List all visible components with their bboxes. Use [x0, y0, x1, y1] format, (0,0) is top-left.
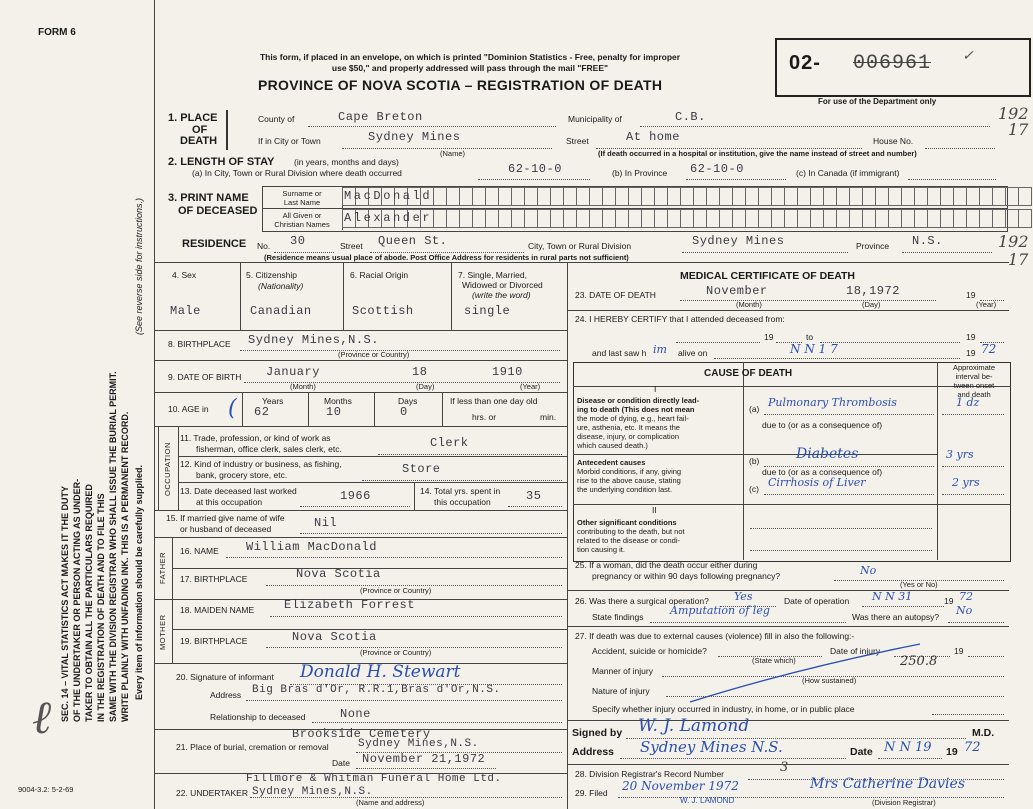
stay-label: 2. LENGTH OF STAY [168, 156, 275, 168]
total-yrs-value: 35 [526, 489, 542, 503]
industry-line [362, 480, 562, 481]
occupation-side-sep-2 [158, 426, 159, 510]
relationship-value: None [340, 707, 371, 721]
registration-number: 006961 [853, 52, 932, 75]
cause-label-sep [743, 362, 744, 560]
age-days-value: 0 [400, 405, 408, 419]
citizenship-value: Canadian [250, 304, 312, 318]
marital-label-3: (write the word) [472, 290, 531, 300]
father-birthplace-value: Nova Scotia [296, 567, 381, 581]
county-line [308, 126, 556, 127]
strike-through-stroke [680, 640, 930, 710]
department-use-note: For use of the Department only [818, 97, 937, 106]
given-name-cells [342, 209, 1032, 227]
dod-day-caption: (Day) [862, 300, 881, 309]
sex-value: Male [170, 304, 201, 318]
age-years-label: Years [262, 396, 284, 406]
residence-no-value: 30 [290, 234, 306, 248]
row-sep-27 [567, 720, 1009, 721]
manner-label: Manner of injury [592, 666, 653, 676]
antecedent-3: rise to the above cause, stating [577, 476, 681, 485]
sex-col-sep [240, 262, 241, 330]
birthplace-label: 8. BIRTHPLACE [168, 339, 231, 349]
margin-scribble: ℓ [32, 690, 52, 744]
surname-label-2: Last Name [283, 198, 321, 207]
side-instruction-4: IN THE REGISTRATION OF DEATH AND TO FILE THIS [96, 493, 106, 722]
interval-label-3: tween onset [953, 381, 995, 390]
row-sep-9 [154, 392, 567, 393]
less-day-min: min. [540, 412, 557, 422]
injury-19: 19 [954, 646, 964, 656]
burial-date-line [356, 768, 496, 769]
signoff-date-label: Date [850, 746, 873, 758]
father-side-label: FATHER [158, 551, 167, 584]
county-value: Cape Breton [338, 110, 423, 124]
occupation-side-sep [178, 426, 179, 510]
check-tick-icon: ✓ [962, 48, 974, 64]
mother-maiden-value: Elizabeth Forrest [284, 598, 415, 612]
residence-city-label: City, Town or Rural Division [528, 241, 632, 251]
total-yrs-label-2: this occupation [434, 497, 491, 507]
date-of-death-label: 23. DATE OF DEATH [575, 290, 656, 300]
injury-year-line [968, 656, 1004, 657]
stay-province-label: (b) In Province [612, 168, 668, 178]
row-sep-10 [154, 426, 567, 427]
row-sep-12 [178, 482, 567, 483]
cause-a-label: (a) [749, 404, 760, 414]
less-day-label: If less than one day old [450, 396, 538, 406]
burial-date-label: Date [332, 758, 350, 768]
attended-to-line [820, 342, 960, 343]
nature-line [666, 696, 1004, 697]
stay-province-value: 62-10-0 [690, 162, 744, 176]
trade-label-1: 11. Trade, profession, or kind of work as [180, 433, 331, 443]
father-name-line [226, 557, 562, 558]
occupation-13-14-sep [414, 482, 415, 510]
signoff-date-line [878, 758, 942, 759]
woman-question-1: 25. If a woman, did the death occur either during [575, 560, 758, 570]
mail-notice-line-2: use $50," and properly addressed will pass through the mail "FREE" [331, 63, 609, 73]
less-day-hrs: hrs. or [472, 412, 497, 422]
house-no-label: House No. [873, 136, 914, 146]
last-saw-line [714, 358, 960, 359]
last-saw-label: and last saw h [592, 348, 647, 358]
given-label-1: All Given or [282, 211, 322, 220]
date-of-death-line [680, 300, 936, 301]
informant-signature: Donald H. Stewart [300, 662, 461, 682]
age-sep-0 [242, 392, 243, 426]
operation-date-label: Date of operation [784, 596, 850, 606]
row-sep-26 [567, 626, 1009, 627]
mother-birthplace-value: Nova Scotia [292, 630, 377, 644]
place-label-3: DEATH [180, 135, 218, 147]
residence-street-label: Street [340, 241, 363, 251]
direct-cause-1: Disease or condition directly lead- [577, 396, 700, 405]
registration-number-box [775, 38, 1031, 97]
place-bracket [226, 110, 228, 150]
surname-value: MacDonald [344, 189, 433, 203]
dob-month-caption: (Month) [290, 382, 316, 391]
age-label: 10. AGE in [168, 404, 209, 414]
physician-address: Sydney Mines N.S. [640, 738, 783, 756]
mother-side-label: MOTHER [158, 614, 167, 650]
age-months-value: 10 [326, 405, 342, 419]
father-birthplace-caption: (Province or Country) [360, 586, 432, 595]
spouse-line [300, 533, 562, 534]
street-label: Street [566, 136, 589, 146]
row-sep-11 [178, 456, 567, 457]
yes-no-caption: (Yes or No) [900, 580, 938, 589]
cause-c-interval: 2 yrs [952, 476, 980, 489]
age-years-value: 62 [254, 405, 270, 419]
print-name-label-2: OF DECEASED [178, 205, 258, 217]
dob-day: 18 [412, 365, 428, 379]
informant-signature-label: 20. Signature of informant [176, 672, 274, 682]
name-caption: (Name) [440, 149, 466, 158]
residence-no-label: No. [257, 241, 271, 251]
dob-year-caption: (Year) [520, 382, 541, 391]
racial-origin-label: 6. Racial Origin [350, 270, 409, 280]
row-sep-13 [154, 510, 567, 511]
residence-city-value: Sydney Mines [692, 234, 785, 248]
attended-19: 19 [764, 332, 774, 342]
antecedent-1: Antecedent causes [577, 458, 646, 467]
occupation-side-label: OCCUPATION [163, 442, 172, 496]
filed-date: 20 November 1972 [622, 779, 739, 793]
direct-cause-6: which caused death.) [577, 441, 648, 450]
undertaker-caption: (Name and address) [356, 798, 425, 807]
direct-cause-2: ing to death (This does not mean [577, 405, 695, 414]
mail-notice-line-1: This form, if placed in an envelope, on which is printed "Dominion Statistics - Free, penalty for improper [259, 52, 681, 62]
given-name-value: Alexander [344, 211, 433, 225]
form-number: FORM 6 [38, 27, 76, 38]
burial-place-label: 21. Place of burial, cremation or removal [176, 742, 329, 752]
industry-value: Store [402, 462, 441, 476]
stay-canada-line [908, 179, 996, 180]
total-yrs-label-1: 14. Total yrs. spent in [420, 486, 501, 496]
cause-c-interval-line [942, 494, 1004, 495]
dept-code-1: 192 [998, 104, 1029, 123]
surgery-answer: Yes [734, 590, 753, 603]
cause-roman-2: II [652, 505, 657, 515]
informant-address-value: Big Bras d'Or, R.R.1,Bras d'Or,N.S. [252, 684, 501, 696]
dept-code-3: 192 [998, 232, 1029, 251]
municipality-label: Municipality of [568, 114, 622, 124]
interval-label-4: and death [957, 390, 991, 399]
specify-label: Specify whether injury occurred in industry, in home, or in public place [592, 704, 855, 714]
stay-city-label: (a) In City, Town or Rural Division where death occurred [192, 168, 402, 178]
county-label: County of [258, 114, 295, 124]
other-conditions-2: contributing to the death, but not [577, 527, 685, 536]
burial-place-value: Brookside Cemetery [292, 727, 431, 741]
residence-province-label: Province [856, 241, 890, 251]
father-name-label: 16. NAME [180, 546, 219, 556]
other-conditions-line-1 [750, 528, 932, 529]
father-birthplace-label: 17. BIRTHPLACE [180, 574, 248, 584]
signoff-year: 72 [964, 740, 981, 755]
age-days-label: Days [398, 396, 418, 406]
row-sep-4-7 [154, 330, 567, 331]
spouse-value: Nil [314, 516, 338, 530]
cause-c-label: (c) [749, 484, 759, 494]
manner-code: 250.8 [900, 654, 938, 669]
place-label-1: 1. PLACE [168, 112, 218, 124]
direct-cause-3: the mode of dying, e.g., heart fail- [577, 414, 689, 423]
mother-side-sep [172, 599, 173, 663]
signoff-date: N N 19 [884, 740, 932, 755]
stay-city-value: 62-10-0 [508, 162, 562, 176]
state-which-caption: (State which) [752, 656, 796, 665]
accident-label: Accident, suicide or homicide? [592, 646, 707, 656]
attended-to-label: to [806, 332, 814, 342]
birthplace-caption: (Province or Country) [338, 350, 410, 359]
autopsy-label: Was there an autopsy? [852, 612, 940, 622]
left-border [154, 0, 155, 809]
medical-certificate-title: MEDICAL CERTIFICATE OF DEATH [680, 270, 855, 282]
age-sep-1 [308, 392, 309, 426]
last-worked-line [300, 506, 410, 507]
center-divider [567, 262, 568, 809]
nature-label: Nature of injury [592, 686, 650, 696]
dob-month: January [266, 365, 320, 379]
certify-label: 24. I HEREBY CERTIFY that I attended deceased from: [575, 314, 785, 324]
woman-answer: No [860, 564, 877, 577]
antecedent-4: the underlying condition last. [577, 485, 673, 494]
last-worked-label-1: 13. Date deceased last worked [180, 486, 297, 496]
cause-roman-1: I [654, 384, 657, 394]
signed-by-label: Signed by [572, 727, 623, 739]
divider-top-section [154, 262, 1009, 263]
md-label: M.D. [972, 727, 995, 739]
specify-line [932, 714, 1004, 715]
attended-to-19: 19 [966, 332, 976, 342]
undertaker-value: Fillmore & Whitman Funeral Home Ltd. [246, 773, 502, 785]
side-instruction-2: OF THE UNDERTAKER OR PERSON ACTING AS UNDER- [72, 478, 82, 722]
house-no-line [925, 148, 995, 149]
mother-birthplace-label: 19. BIRTHPLACE [180, 636, 248, 646]
cause-a-value: Pulmonary Thrombosis [768, 396, 897, 409]
row-sep-15 [154, 537, 567, 538]
operation-year: 72 [959, 590, 973, 603]
physician-stamp: W. J. LAMOND [680, 796, 735, 805]
residence-province-value: N.S. [912, 234, 943, 248]
sex-label: 4. Sex [172, 270, 197, 280]
spouse-label-2: or husband of deceased [180, 524, 272, 534]
residence-label: RESIDENCE [182, 238, 247, 250]
registration-prefix: 02- [789, 52, 821, 74]
row-sep-23 [567, 310, 1009, 311]
other-conditions-3: related to the disease or condi- [577, 536, 680, 545]
cause-c-line [764, 494, 934, 495]
surname-cells [342, 187, 1032, 205]
last-saw-pronoun: im [653, 343, 667, 356]
burial-place-value-2: Sydney Mines,N.S. [358, 738, 479, 750]
findings-value: Amputation of leg [670, 604, 770, 617]
age-months-label: Months [324, 396, 352, 406]
dept-code-4: 17 [1008, 250, 1029, 269]
last-saw-19: 19 [966, 348, 976, 358]
age-handmark: ( [228, 396, 237, 421]
filed-label: 29. Filed [575, 788, 608, 798]
side-instruction-1: SEC. 14 – VITAL STATISTICS ACT MAKES IT THE DUTY [60, 485, 70, 722]
autopsy-line [948, 622, 1004, 623]
last-worked-label-2: at this occupation [196, 497, 263, 507]
injury-date-label: Date of injury [830, 646, 881, 656]
attended-from-line [676, 342, 760, 343]
last-saw-date: N N 1 7 [790, 342, 838, 356]
mother-maiden-label: 18. MAIDEN NAME [180, 605, 255, 615]
findings-line [650, 622, 846, 623]
form-print-code: 9004-3.2: 5-2-69 [18, 785, 74, 794]
municipality-value: C.B. [675, 110, 706, 124]
marital-label-1: 7. Single, Married, [458, 270, 527, 280]
cause-b-interval: 3 yrs [946, 448, 974, 461]
trade-value: Clerk [430, 436, 469, 450]
given-label-2: Christian Names [274, 220, 330, 229]
residence-province-line [902, 252, 992, 253]
cause-a-interval: 1 dz [956, 396, 980, 409]
relationship-label: Relationship to deceased [210, 712, 306, 722]
physician-address-label: Address [572, 746, 615, 758]
mother-birthplace-caption: (Province or Country) [360, 648, 432, 657]
side-instruction-7: (See reverse side for instructions.) [134, 197, 144, 335]
dob-label: 9. DATE OF BIRTH [168, 372, 242, 382]
how-sustained-caption: (How sustained) [802, 676, 857, 685]
marital-label-2: Widowed or Divorced [462, 280, 543, 290]
record-number-label: 28. Division Registrar's Record Number [575, 769, 725, 779]
dod-year-caption: (Year) [976, 300, 997, 309]
dob-day-caption: (Day) [416, 382, 435, 391]
surgery-question: 26. Was there a surgical operation? [575, 596, 709, 606]
due-to-b: due to (or as a consequence of) [762, 467, 883, 477]
city-value: Sydney Mines [368, 130, 461, 144]
street-value: At home [626, 130, 680, 144]
dod-month-caption: (Month) [736, 300, 762, 309]
row-sep-8 [154, 360, 567, 361]
date-of-death-month: November [706, 284, 768, 298]
direct-cause-4: ure, asthenia, etc. It means the [577, 423, 680, 432]
operation-date-line [862, 606, 944, 607]
municipality-line [640, 126, 990, 127]
signoff-19: 19 [946, 746, 958, 758]
mother-maiden-line [270, 616, 562, 617]
woman-question-2: pregnancy or within 90 days following pregnancy? [592, 571, 781, 581]
physician-address-line [620, 758, 846, 759]
stay-sub: (in years, months and days) [294, 157, 399, 167]
row-sep-25 [567, 590, 1009, 591]
other-conditions-4: tion causing it. [577, 545, 625, 554]
form-title: PROVINCE OF NOVA SCOTIA – REGISTRATION OF DEATH [258, 77, 663, 93]
side-instruction-6: WRITE PLAINLY WITH UNFADING INK. THIS IS A PERMANENT RECORD. [120, 411, 130, 722]
cause-c-value: Cirrhosis of Liver [768, 476, 866, 489]
trade-line [378, 454, 562, 455]
other-conditions-1: Other significant conditions [577, 518, 677, 527]
trade-label-2: fisherman, office clerk, sales clerk, etc. [196, 444, 342, 454]
industry-label-2: bank, grocery store, etc. [196, 470, 288, 480]
cause-b-interval-line [942, 466, 1004, 467]
cause-b-label: (b) [749, 456, 760, 466]
autopsy-value: No [956, 604, 973, 617]
undertaker-label: 22. UNDERTAKER [176, 788, 248, 798]
filed-line [618, 797, 1004, 798]
dob-year: 1910 [492, 365, 523, 379]
operation-19: 19 [944, 596, 954, 606]
findings-label: State findings [592, 612, 644, 622]
cause-b-value: Diabetes [796, 446, 859, 462]
cause-antecedent-sep [573, 504, 1010, 505]
side-instruction-3: TAKER TO OBTAIN ALL THE PARTICULARS REQUIRED [84, 484, 94, 722]
city-label: If in City or Town [258, 136, 321, 146]
spouse-label-1: 15. If married give name of wife [166, 513, 285, 523]
informant-address-line [246, 700, 562, 701]
residence-note: (Residence means usual place of abode. Post Office Address for residents in rural parts not sufficient) [264, 253, 629, 262]
industry-label-1: 12. Kind of industry or business, as fishing, [180, 459, 342, 469]
registrar-signature: Mrs Catherine Davies [810, 776, 965, 792]
residence-city-line [682, 252, 848, 253]
interval-label-1: Approximate [952, 363, 996, 372]
racial-col-sep [451, 262, 452, 330]
age-sep-3 [442, 392, 443, 426]
record-number-value: 3 [780, 760, 789, 775]
external-question: 27. If death was due to external causes (violence) fill in also the following:- [575, 631, 855, 641]
last-saw-alive-label: alive on [678, 348, 708, 358]
cause-direct-sep [573, 454, 937, 455]
citizenship-label: 5. Citizenship [246, 270, 298, 280]
due-to-a: due to (or as a consequence of) [762, 420, 883, 430]
date-of-death-day: 18,1972 [846, 284, 900, 298]
side-instruction-5: SAME WITH THE DIVISION REGISTRAR WHO SHALL ISSUE THE BURIAL PERMIT. [108, 371, 118, 722]
last-saw-year: 72 [981, 342, 997, 356]
side-instruction-8: Every item of information should be carefully supplied. [134, 464, 144, 700]
place-label-2: OF [192, 124, 208, 136]
burial-date-value: November 21,1972 [362, 752, 486, 766]
cause-of-death-title: CAUSE OF DEATH [704, 368, 793, 379]
undertaker-value-2: Sydney Mines,N.S. [252, 786, 373, 798]
surname-label-1: Surname or [282, 189, 322, 198]
relationship-line [312, 722, 562, 723]
last-worked-value: 1966 [340, 489, 371, 503]
cause-a-line [764, 414, 934, 415]
hospital-note: (If death occurred in a hospital or institution, give the name instead of street and number) [598, 149, 917, 158]
direct-cause-5: disease, injury, or complication [577, 432, 679, 441]
informant-address-label: Address [210, 690, 242, 700]
total-yrs-line [508, 506, 562, 507]
interval-label-2: interval be- [955, 372, 993, 381]
print-name-label-1: 3. PRINT NAME [168, 192, 249, 204]
stay-city-line [478, 179, 590, 180]
racial-origin-value: Scottish [352, 304, 414, 318]
registrar-caption: (Division Registrar) [872, 798, 936, 807]
physician-signature: W. J. Lamond [638, 716, 750, 736]
marital-value: single [464, 304, 511, 318]
age-sep-2 [374, 392, 375, 426]
antecedent-2: Morbid conditions, if any, giving [577, 467, 682, 476]
cause-a-interval-line [942, 414, 1004, 415]
birthplace-value: Sydney Mines,N.S. [248, 333, 379, 347]
stay-canada-label: (c) In Canada (if immigrant) [796, 168, 900, 178]
date-of-death-19: 19 [966, 290, 976, 300]
other-conditions-line-2 [750, 550, 932, 551]
father-name-value: William MacDonald [246, 540, 377, 554]
stay-province-line [686, 179, 786, 180]
residence-street-value: Queen St. [378, 234, 448, 248]
operation-date: N N 31 [872, 590, 913, 603]
citizenship-sub: (Nationality) [258, 281, 304, 291]
citizen-col-sep [343, 262, 344, 330]
dept-code-2: 17 [1008, 120, 1029, 139]
